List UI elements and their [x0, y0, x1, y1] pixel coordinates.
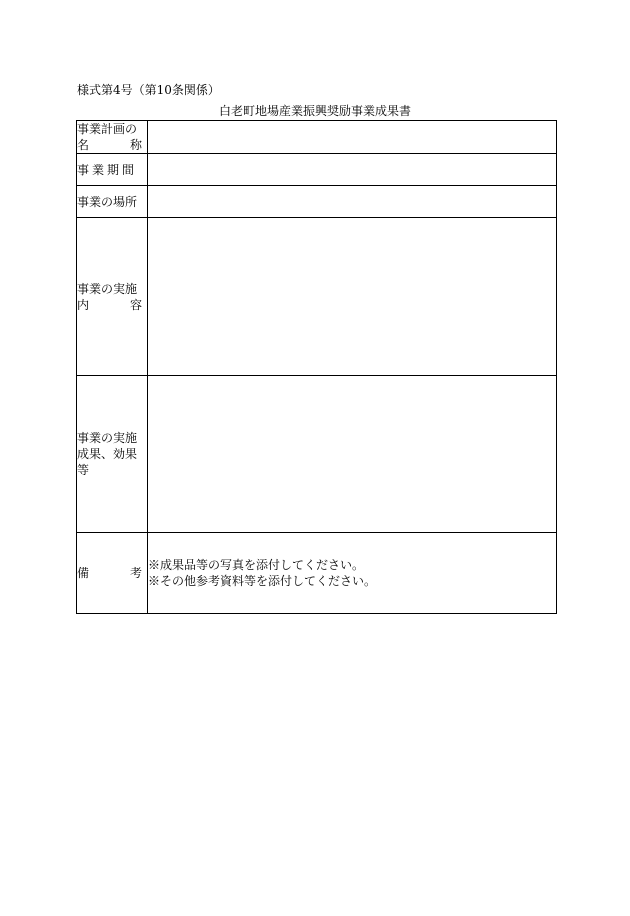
- label-plan-name-line1: 事業計画の: [77, 122, 138, 136]
- label-location: [77, 186, 148, 218]
- label-plan-name-char-b: 称: [129, 138, 142, 152]
- remark-note-references: ※その他参考資料等を添付してください。: [148, 574, 377, 588]
- label-results: [77, 376, 148, 533]
- row-period: [77, 154, 557, 186]
- label-remarks-char-b: 考: [129, 566, 142, 580]
- field-plan-name[interactable]: [148, 121, 557, 154]
- field-results[interactable]: [148, 376, 557, 533]
- form-number: 様式第4号（第10条関係）: [77, 83, 220, 97]
- label-plan-name-char-a: 名: [77, 138, 90, 152]
- label-remarks: [77, 533, 148, 614]
- label-plan-name-line2: [77, 137, 147, 153]
- label-period-text: 事業期間: [77, 162, 138, 177]
- field-remarks[interactable]: [148, 533, 557, 614]
- label-period: [77, 154, 148, 186]
- remark-note-photos: ※成果品等の写真を添付してください。: [148, 558, 365, 572]
- label-results-line1: 事業の実施: [77, 431, 138, 445]
- label-implementation: [77, 218, 148, 376]
- label-implementation-char-a: 内: [77, 297, 90, 312]
- row-plan-name: [77, 121, 557, 154]
- field-location[interactable]: [148, 186, 557, 218]
- field-period[interactable]: [148, 154, 557, 186]
- document-title: 白老町地場産業振興奨励事業成果書: [218, 104, 411, 118]
- row-location: [77, 186, 557, 218]
- label-implementation-line2: [77, 297, 147, 313]
- report-form-table: [76, 120, 557, 614]
- label-remarks-text: [77, 565, 147, 581]
- label-results-line3: 等: [77, 463, 90, 477]
- row-implementation: [77, 218, 557, 376]
- label-implementation-line1: 事業の実施: [77, 281, 138, 296]
- field-implementation[interactable]: [148, 218, 557, 376]
- label-plan-name: [77, 121, 148, 154]
- row-results: [77, 376, 557, 533]
- label-location-text: 事業の場所: [77, 194, 138, 209]
- label-results-line2: 成果、効果: [77, 447, 138, 461]
- label-implementation-char-b: 容: [129, 297, 142, 312]
- label-remarks-char-a: 備: [77, 566, 90, 580]
- row-remarks: [77, 533, 557, 614]
